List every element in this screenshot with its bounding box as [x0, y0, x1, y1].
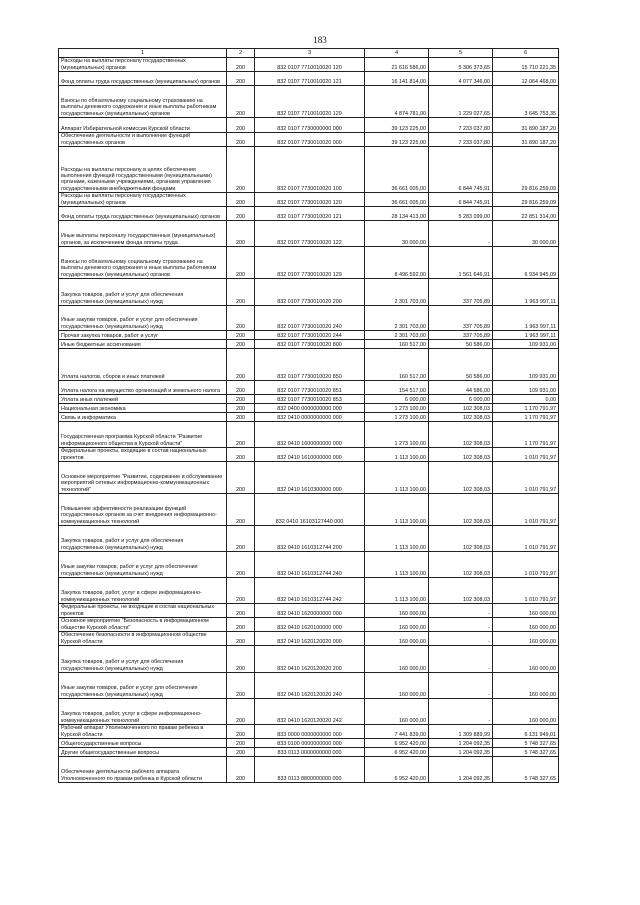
- row-code-cell: 200: [227, 552, 255, 578]
- row-executed-cell: -: [429, 646, 493, 673]
- row-kbk-cell: 832 0410 1610312744 242: [255, 578, 365, 604]
- table-row: [59, 748, 559, 757]
- row-executed-cell: 7 233 037,80: [429, 133, 493, 147]
- row-remaining-cell: 0,00: [493, 395, 559, 404]
- row-kbk-cell: 832 0410 1620120020 200: [255, 646, 365, 673]
- row-name-cell: Иные закупки товаров, работ и услуг для обеспечения государственных (муниципальных) нужд: [59, 673, 227, 699]
- row-approved-cell: 36 661 005,00: [365, 147, 429, 193]
- table-row: [59, 306, 559, 331]
- row-kbk-cell: 832 0410 1600000000 000: [255, 422, 365, 448]
- table-row: [59, 578, 559, 604]
- row-code-cell: 200: [227, 618, 255, 632]
- row-approved-cell: 7 441 839,00: [365, 725, 429, 739]
- row-approved-cell: 39 123 225,00: [365, 133, 429, 147]
- row-kbk-cell: 832 0107 7730010020 121: [255, 207, 365, 221]
- row-code-cell: 200: [227, 699, 255, 725]
- table-row: [59, 395, 559, 404]
- row-name-cell: Закупка товаров, работ и услуг для обеспечения государственных (муниципальных) нужд: [59, 526, 227, 552]
- row-name-cell: Взносы по обязательному социальному страхованию на выплаты денежного содержания и иные выплаты работникам государственных (муниципальных) органов: [59, 247, 227, 279]
- row-kbk-cell: 833 0000 0000000000 000: [255, 725, 365, 739]
- table-row: [59, 349, 559, 381]
- row-code-cell: 200: [227, 395, 255, 404]
- row-remaining-cell: 5 748 327,65: [493, 757, 559, 783]
- row-executed-cell: 1 204 092,35: [429, 757, 493, 783]
- row-code-cell: 200: [227, 340, 255, 349]
- row-approved-cell: 8 496 592,00: [365, 247, 429, 279]
- row-approved-cell: 160 000,00: [365, 618, 429, 632]
- row-approved-cell: 2 301 703,00: [365, 331, 429, 340]
- row-remaining-cell: 6 934 945,09: [493, 247, 559, 279]
- row-name-cell: Фонд оплаты труда государственных (муниципальных) органов: [59, 207, 227, 221]
- table-row: [59, 381, 559, 395]
- row-executed-cell: 7 233 037,80: [429, 118, 493, 133]
- row-code-cell: 200: [227, 739, 255, 748]
- table-row: [59, 725, 559, 739]
- row-approved-cell: 21 616 586,00: [365, 58, 429, 72]
- row-approved-cell: 39 123 225,00: [365, 118, 429, 133]
- row-executed-cell: 337 705,89: [429, 306, 493, 331]
- row-remaining-cell: 1 963 997,11: [493, 331, 559, 340]
- row-name-cell: Уплата налога на имущество организаций и земельного налога: [59, 381, 227, 395]
- row-executed-cell: -: [429, 699, 493, 725]
- row-remaining-cell: 22 851 314,00: [493, 207, 559, 221]
- row-kbk-cell: 832 0410 1610312744 240: [255, 552, 365, 578]
- row-approved-cell: 1 273 100,00: [365, 413, 429, 422]
- row-approved-cell: 160 517,00: [365, 340, 429, 349]
- row-kbk-cell: 832 0107 7710010020 121: [255, 72, 365, 86]
- row-remaining-cell: 15 710 221,35: [493, 58, 559, 72]
- table-row: [59, 526, 559, 552]
- row-name-cell: Обеспечение деятельности и выполнение функций государственных органов: [59, 133, 227, 147]
- row-remaining-cell: 6 131 949,01: [493, 725, 559, 739]
- row-remaining-cell: 160 000,00: [493, 632, 559, 646]
- row-kbk-cell: 832 0107 7710010020 129: [255, 86, 365, 118]
- row-kbk-cell: 832 0107 7730010020 200: [255, 279, 365, 306]
- row-remaining-cell: 160 000,00: [493, 646, 559, 673]
- row-kbk-cell: 832 0107 7730010020 120: [255, 193, 365, 207]
- table-row: [59, 422, 559, 448]
- row-executed-cell: 102 308,03: [429, 448, 493, 462]
- row-kbk-cell: 832 0107 7730010020 122: [255, 221, 365, 247]
- row-code-cell: 200: [227, 448, 255, 462]
- row-code-cell: 200: [227, 494, 255, 526]
- row-code-cell: 200: [227, 221, 255, 247]
- header-cell: 3: [255, 49, 365, 58]
- row-kbk-cell: 832 0410 1620100000 000: [255, 618, 365, 632]
- row-code-cell: 200: [227, 147, 255, 193]
- row-executed-cell: -: [429, 673, 493, 699]
- row-kbk-cell: 832 0410 0000000000 000: [255, 413, 365, 422]
- row-approved-cell: 160 000,00: [365, 699, 429, 725]
- row-code-cell: 200: [227, 306, 255, 331]
- row-name-cell: Рабочий аппарат Уполномоченного по правам ребенка в Курской области: [59, 725, 227, 739]
- table-row: [59, 279, 559, 306]
- row-remaining-cell: 1 010 791,97: [493, 462, 559, 494]
- row-executed-cell: 102 308,03: [429, 526, 493, 552]
- row-remaining-cell: 1 010 791,97: [493, 494, 559, 526]
- row-code-cell: 200: [227, 604, 255, 618]
- row-approved-cell: 4 874 781,00: [365, 86, 429, 118]
- row-name-cell: Иные закупки товаров, работ и услуг для обеспечения государственных (муниципальных) нужд: [59, 306, 227, 331]
- row-kbk-cell: 832 0410 1610000000 000: [255, 448, 365, 462]
- row-executed-cell: 102 308,03: [429, 552, 493, 578]
- table-row: [59, 221, 559, 247]
- table-row: [59, 331, 559, 340]
- row-name-cell: Иные бюджетные ассигнования: [59, 340, 227, 349]
- table-row: [59, 193, 559, 207]
- row-name-cell: Федеральные проекты, не входящие в состав национальных проектов: [59, 604, 227, 618]
- row-approved-cell: 30 000,00: [365, 221, 429, 247]
- row-code-cell: 200: [227, 646, 255, 673]
- table-row: [59, 413, 559, 422]
- row-code-cell: 200: [227, 193, 255, 207]
- table-row: [59, 72, 559, 86]
- row-name-cell: Аппарат Избирательной комиссии Курской области: [59, 118, 227, 133]
- row-kbk-cell: 832 0410 1610312744 200: [255, 526, 365, 552]
- row-executed-cell: 1 204 092,35: [429, 748, 493, 757]
- row-name-cell: Взносы по обязательному социальному страхованию на выплаты денежного содержания и иные выплаты работникам государственных (муниципальных) органов: [59, 86, 227, 118]
- row-executed-cell: 44 586,00: [429, 381, 493, 395]
- row-name-cell: Прочая закупка товаров, работ и услуг: [59, 331, 227, 340]
- table-header-row: [59, 49, 559, 58]
- row-remaining-cell: 109 931,00: [493, 349, 559, 381]
- row-name-cell: Расходы на выплаты персоналу в целях обеспечения выполнения функций государственными (муниципальными) органами, казенными учреждениями, органами управления государственными внебюджетными фондами: [59, 147, 227, 193]
- row-kbk-cell: 832 0107 7730010020 129: [255, 247, 365, 279]
- row-remaining-cell: 109 931,00: [493, 340, 559, 349]
- table-row: [59, 86, 559, 118]
- row-name-cell: Национальная экономика: [59, 404, 227, 413]
- header-cell: 2: [227, 49, 255, 58]
- row-approved-cell: 160 517,00: [365, 349, 429, 381]
- row-kbk-cell: 832 0107 7730010020 853: [255, 395, 365, 404]
- row-name-cell: Связь и информатика: [59, 413, 227, 422]
- row-remaining-cell: 1 963 997,11: [493, 279, 559, 306]
- row-executed-cell: 102 308,03: [429, 462, 493, 494]
- row-approved-cell: 2 301 703,00: [365, 279, 429, 306]
- row-remaining-cell: 5 748 327,65: [493, 739, 559, 748]
- row-approved-cell: 1 273 100,00: [365, 404, 429, 413]
- row-remaining-cell: 160 000,00: [493, 673, 559, 699]
- row-name-cell: Федеральные проекты, входящие в состав национальных проектов: [59, 448, 227, 462]
- row-remaining-cell: 1 010 791,97: [493, 552, 559, 578]
- row-approved-cell: 36 661 005,00: [365, 193, 429, 207]
- row-name-cell: Государственная программа Курской области "Развитие информационного общества в Курской области": [59, 422, 227, 448]
- header-cell: 5: [429, 49, 493, 58]
- header-cell: 6: [493, 49, 559, 58]
- row-kbk-cell: 832 0410 16103127440 000: [255, 494, 365, 526]
- row-code-cell: 200: [227, 86, 255, 118]
- table-row: [59, 739, 559, 748]
- row-executed-cell: 6 844 745,91: [429, 193, 493, 207]
- table-row: [59, 448, 559, 462]
- row-code-cell: 200: [227, 757, 255, 783]
- row-remaining-cell: 1 010 791,97: [493, 578, 559, 604]
- budget-table: [58, 48, 559, 783]
- table-row: [59, 646, 559, 673]
- row-executed-cell: 4 077 346,00: [429, 72, 493, 86]
- row-remaining-cell: 1 963 997,11: [493, 306, 559, 331]
- row-executed-cell: 102 308,03: [429, 494, 493, 526]
- table-row: [59, 757, 559, 783]
- row-approved-cell: 6 952 420,00: [365, 739, 429, 748]
- row-remaining-cell: 31 890 187,20: [493, 133, 559, 147]
- row-kbk-cell: 832 0107 7730010020 800: [255, 340, 365, 349]
- row-remaining-cell: 160 000,00: [493, 618, 559, 632]
- row-approved-cell: 1 113 100,00: [365, 578, 429, 604]
- row-approved-cell: 1 113 100,00: [365, 462, 429, 494]
- row-kbk-cell: 832 0107 7730010020 000: [255, 133, 365, 147]
- row-remaining-cell: 29 816 259,09: [493, 193, 559, 207]
- row-remaining-cell: 3 645 753,35: [493, 86, 559, 118]
- row-executed-cell: 6 000,00: [429, 395, 493, 404]
- row-code-cell: 200: [227, 404, 255, 413]
- row-name-cell: Иные закупки товаров, работ и услуг для обеспечения государственных (муниципальных) нужд: [59, 552, 227, 578]
- row-executed-cell: 50 586,00: [429, 349, 493, 381]
- table-row: [59, 673, 559, 699]
- table-row: [59, 552, 559, 578]
- row-remaining-cell: 1 170 791,97: [493, 413, 559, 422]
- row-approved-cell: 1 113 100,00: [365, 448, 429, 462]
- row-remaining-cell: 29 816 259,09: [493, 147, 559, 193]
- table-row: [59, 340, 559, 349]
- row-code-cell: 200: [227, 133, 255, 147]
- row-kbk-cell: 832 0410 1620000000 000: [255, 604, 365, 618]
- row-name-cell: Закупка товаров, работ, услуг в сфере информационно-коммуникационных технологий: [59, 699, 227, 725]
- row-kbk-cell: 832 0410 1620120020 000: [255, 632, 365, 646]
- row-executed-cell: 102 308,03: [429, 422, 493, 448]
- row-executed-cell: 1 309 889,99: [429, 725, 493, 739]
- row-name-cell: Другие общегосударственные вопросы: [59, 748, 227, 757]
- table-row: [59, 618, 559, 632]
- row-approved-cell: 1 273 100,00: [365, 422, 429, 448]
- row-kbk-cell: 832 0410 1620120020 240: [255, 673, 365, 699]
- row-remaining-cell: 1 010 791,97: [493, 448, 559, 462]
- row-name-cell: Иные выплаты персоналу государственных (муниципальных) органов, за исключением фонда оплаты труда: [59, 221, 227, 247]
- row-name-cell: Фонд оплаты труда государственных (муниципальных) органов: [59, 72, 227, 86]
- row-code-cell: 200: [227, 462, 255, 494]
- row-executed-cell: 102 308,03: [429, 413, 493, 422]
- row-executed-cell: 5 306 373,65: [429, 58, 493, 72]
- row-approved-cell: 1 113 100,00: [365, 494, 429, 526]
- row-executed-cell: 50 586,00: [429, 340, 493, 349]
- row-remaining-cell: 1 170 791,97: [493, 422, 559, 448]
- row-code-cell: 200: [227, 331, 255, 340]
- table-row: [59, 699, 559, 725]
- table-row: [59, 494, 559, 526]
- row-remaining-cell: 30 000,00: [493, 221, 559, 247]
- row-approved-cell: 2 301 703,00: [365, 306, 429, 331]
- page-number: 183: [313, 35, 327, 45]
- row-approved-cell: 16 141 814,00: [365, 72, 429, 86]
- row-kbk-cell: 832 0400 0000000000 000: [255, 404, 365, 413]
- row-name-cell: Закупка товаров, работ, услуг в сфере информационно-коммуникационных технологий: [59, 578, 227, 604]
- row-code-cell: 200: [227, 58, 255, 72]
- row-executed-cell: -: [429, 221, 493, 247]
- row-kbk-cell: 833 0113 0000000000 000: [255, 748, 365, 757]
- row-name-cell: Расходы на выплаты персоналу государственных (муниципальных) органов: [59, 193, 227, 207]
- row-remaining-cell: 31 890 187,20: [493, 118, 559, 133]
- row-kbk-cell: 832 0107 7710010020 120: [255, 58, 365, 72]
- row-approved-cell: 1 113 100,00: [365, 526, 429, 552]
- row-code-cell: 200: [227, 748, 255, 757]
- header-cell: 4: [365, 49, 429, 58]
- row-executed-cell: 6 844 745,91: [429, 147, 493, 193]
- row-executed-cell: 1 204 092,35: [429, 739, 493, 748]
- row-approved-cell: 160 000,00: [365, 604, 429, 618]
- row-kbk-cell: 833 0100 0000000000 000: [255, 739, 365, 748]
- row-kbk-cell: 832 0107 7730010020 851: [255, 381, 365, 395]
- row-executed-cell: 1 561 646,91: [429, 247, 493, 279]
- row-approved-cell: 6 000,00: [365, 395, 429, 404]
- row-name-cell: Уплата налогов, сборов и иных платежей: [59, 349, 227, 381]
- row-name-cell: Обеспечение безопасности в информационном обществе Курской области: [59, 632, 227, 646]
- row-name-cell: Расходы на выплаты персоналу государственных (муниципальных) органов: [59, 58, 227, 72]
- row-approved-cell: 1 113 100,00: [365, 552, 429, 578]
- row-executed-cell: 1 229 027,65: [429, 86, 493, 118]
- row-name-cell: Закупка товаров, работ и услуг для обеспечения государственных (муниципальных) нужд: [59, 646, 227, 673]
- header-cell: 1: [59, 49, 227, 58]
- row-executed-cell: -: [429, 604, 493, 618]
- row-code-cell: 200: [227, 349, 255, 381]
- table-row: [59, 147, 559, 193]
- row-approved-cell: 160 000,00: [365, 673, 429, 699]
- table-row: [59, 58, 559, 72]
- row-code-cell: 200: [227, 632, 255, 646]
- row-remaining-cell: 12 064 468,00: [493, 72, 559, 86]
- row-executed-cell: -: [429, 632, 493, 646]
- row-code-cell: 200: [227, 279, 255, 306]
- row-code-cell: 200: [227, 422, 255, 448]
- row-approved-cell: 160 000,00: [365, 632, 429, 646]
- table-row: [59, 462, 559, 494]
- row-executed-cell: -: [429, 618, 493, 632]
- row-remaining-cell: 160 000,00: [493, 699, 559, 725]
- table-row: [59, 207, 559, 221]
- row-name-cell: Уплата иных платежей: [59, 395, 227, 404]
- row-code-cell: 200: [227, 207, 255, 221]
- row-name-cell: Общегосударственные вопросы: [59, 739, 227, 748]
- table-row: [59, 632, 559, 646]
- row-code-cell: 200: [227, 118, 255, 133]
- row-executed-cell: 102 308,03: [429, 404, 493, 413]
- row-kbk-cell: 832 0107 7730010020 100: [255, 147, 365, 193]
- row-remaining-cell: 160 000,00: [493, 604, 559, 618]
- row-remaining-cell: 109 931,00: [493, 381, 559, 395]
- row-executed-cell: 5 283 099,00: [429, 207, 493, 221]
- row-code-cell: 200: [227, 381, 255, 395]
- row-kbk-cell: 832 0107 7730010020 244: [255, 331, 365, 340]
- row-executed-cell: 337 705,89: [429, 279, 493, 306]
- row-code-cell: 200: [227, 526, 255, 552]
- row-code-cell: 200: [227, 413, 255, 422]
- row-kbk-cell: 832 0107 7730010020 240: [255, 306, 365, 331]
- row-remaining-cell: 1 010 791,97: [493, 526, 559, 552]
- row-kbk-cell: 833 0113 8800000000 000: [255, 757, 365, 783]
- row-approved-cell: 6 952 420,00: [365, 757, 429, 783]
- row-executed-cell: 337 705,89: [429, 331, 493, 340]
- row-kbk-cell: 832 0410 1610300000 000: [255, 462, 365, 494]
- row-remaining-cell: 5 748 327,65: [493, 748, 559, 757]
- row-approved-cell: 28 134 413,00: [365, 207, 429, 221]
- row-name-cell: Обеспечение деятельности рабочего аппарата Уполномоченного по правам ребенка в Курской области: [59, 757, 227, 783]
- row-kbk-cell: 832 0410 1620120020 242: [255, 699, 365, 725]
- table-row: [59, 133, 559, 147]
- row-code-cell: 200: [227, 578, 255, 604]
- row-code-cell: 200: [227, 72, 255, 86]
- row-remaining-cell: 1 170 791,97: [493, 404, 559, 413]
- row-name-cell: Основное мероприятие "Развитие, содержание и обслуживание мероприятий сетевых информационно-коммуникационных технологий": [59, 462, 227, 494]
- table-row: [59, 604, 559, 618]
- row-name-cell: Основное мероприятие "Безопасность в информационном обществе Курской области": [59, 618, 227, 632]
- row-name-cell: Повышение эффективности реализации функций государственных органов за счет внедрения информационно-коммуникационных технологий: [59, 494, 227, 526]
- row-code-cell: 200: [227, 725, 255, 739]
- row-approved-cell: 154 517,00: [365, 381, 429, 395]
- row-approved-cell: 6 952 420,00: [365, 748, 429, 757]
- row-approved-cell: 160 000,00: [365, 646, 429, 673]
- row-kbk-cell: 832 0107 7730010020 850: [255, 349, 365, 381]
- row-executed-cell: 102 308,03: [429, 578, 493, 604]
- row-code-cell: 200: [227, 247, 255, 279]
- row-kbk-cell: 832 0107 7730000000 000: [255, 118, 365, 133]
- table-row: [59, 247, 559, 279]
- table-row: [59, 404, 559, 413]
- row-code-cell: 200: [227, 673, 255, 699]
- table-row: [59, 118, 559, 133]
- row-name-cell: Закупка товаров, работ и услуг для обеспечения государственных (муниципальных) нужд: [59, 279, 227, 306]
